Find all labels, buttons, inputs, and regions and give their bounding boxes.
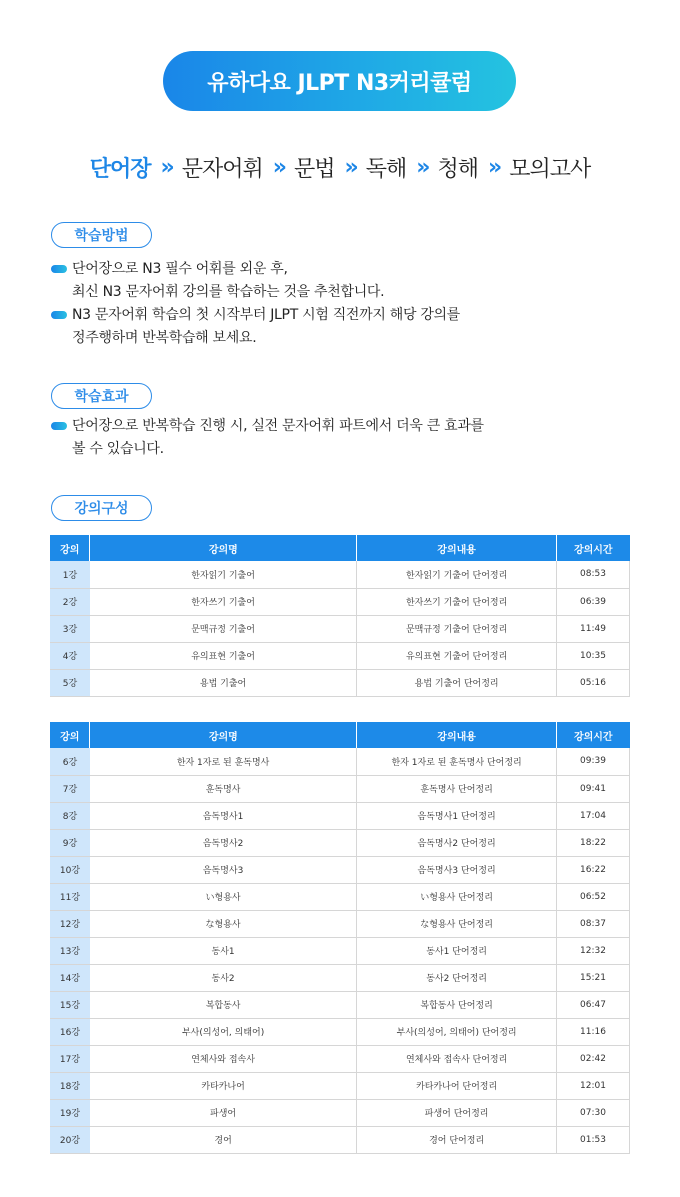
table-row (50, 1072, 630, 1099)
lecture-name: 동사1 (90, 937, 357, 964)
lecture-time: 06:47 (557, 991, 630, 1018)
step-mock-test: 모의고사 (509, 156, 591, 182)
lecture-content: 연체사와 접속사 단어정리 (357, 1045, 557, 1072)
lecture-time: 06:39 (557, 588, 630, 615)
lecture-time: 15:21 (557, 964, 630, 991)
lecture-number: 12강 (50, 910, 90, 937)
lecture-number: 15강 (50, 991, 90, 1018)
lecture-name: 한자 1자로 된 훈독명사 (90, 748, 357, 775)
lecture-time: 06:52 (557, 883, 630, 910)
lecture-number: 9강 (50, 829, 90, 856)
curriculum-title: 유하다요 JLPT N3커리큘럼 (163, 51, 516, 111)
lecture-name: 한자쓰기 기출어 (90, 588, 357, 615)
method-bullet-2: N3 문자어휘 학습의 첫 시작부터 JLPT 시험 직전까지 해당 강의를 정주행하며 반복학습해 보세요. (50, 304, 460, 350)
lecture-name: 한자읽기 기출어 (90, 561, 357, 588)
chevron-right-icon: » (272, 154, 284, 180)
lecture-content: 음독명사1 단어정리 (357, 802, 557, 829)
lecture-time: 12:01 (557, 1072, 630, 1099)
lecture-content: 경어 단어정리 (357, 1126, 557, 1153)
chevron-right-icon: » (487, 154, 500, 180)
lecture-name: 유의표현 기출어 (90, 642, 357, 669)
chevron-right-icon: » (416, 154, 428, 180)
step-listening: 청해 (437, 156, 478, 182)
chevron-right-icon: » (160, 154, 172, 180)
lecture-content: 유의표현 기출어 단어정리 (357, 642, 557, 669)
method-bullet-1: 단어장으로 N3 필수 어휘를 외운 후, 최신 N3 문자어휘 강의를 학습하는 것을 추천합니다. (50, 258, 384, 304)
lecture-content: 부사(의성어, 의태어) 단어정리 (357, 1018, 557, 1045)
lecture-name: 음독명사1 (90, 802, 357, 829)
lecture-name: 용법 기출어 (90, 669, 357, 696)
lecture-content: 동사2 단어정리 (357, 964, 557, 991)
table-row (50, 802, 630, 829)
chevron-right-icon: » (344, 154, 356, 180)
header-lecture-content: 강의내용 (357, 535, 557, 561)
lecture-content: 한자읽기 기출어 단어정리 (357, 561, 557, 588)
lecture-number: 16강 (50, 1018, 90, 1045)
table-row (50, 1045, 630, 1072)
lecture-number: 20강 (50, 1126, 90, 1153)
header-lecture-time: 강의시간 (557, 535, 630, 561)
header-lecture-name: 강의명 (90, 722, 357, 748)
lecture-time: 17:04 (557, 802, 630, 829)
lecture-content: 용법 기출어 단어정리 (357, 669, 557, 696)
lecture-content: 한자 1자로 된 훈독명사 단어정리 (357, 748, 557, 775)
lecture-time: 07:30 (557, 1099, 630, 1126)
step-grammar: 문법 (294, 156, 335, 182)
step-reading: 독해 (365, 156, 407, 182)
lecture-table-2 (50, 722, 630, 1154)
lecture-name: 문맥규정 기출어 (90, 615, 357, 642)
lecture-number: 6강 (50, 748, 90, 775)
table-row (50, 669, 630, 696)
lecture-name: 음독명사2 (90, 829, 357, 856)
lecture-name: な형용사 (90, 910, 357, 937)
lecture-number: 13강 (50, 937, 90, 964)
table-row (50, 829, 630, 856)
lecture-time: 16:22 (557, 856, 630, 883)
lecture-content: 파생어 단어정리 (357, 1099, 557, 1126)
lecture-number: 2강 (50, 588, 90, 615)
lecture-time: 02:42 (557, 1045, 630, 1072)
bullet-icon (51, 422, 67, 430)
lecture-time: 11:49 (557, 615, 630, 642)
lecture-time: 05:16 (557, 669, 630, 696)
lecture-content: 음독명사2 단어정리 (357, 829, 557, 856)
table-row (50, 642, 630, 669)
table-row (50, 615, 630, 642)
lecture-time: 11:16 (557, 1018, 630, 1045)
section-structure-label: 강의구성 (51, 495, 152, 521)
lecture-content: い형용사 단어정리 (357, 883, 557, 910)
lecture-time: 09:41 (557, 775, 630, 802)
bullet-icon (51, 311, 67, 319)
header-lecture-content: 강의내용 (357, 722, 557, 748)
lecture-time: 01:53 (557, 1126, 630, 1153)
table-row (50, 1126, 630, 1153)
curriculum-steps (0, 150, 680, 184)
table-row (50, 588, 630, 615)
table-row (50, 1099, 630, 1126)
lecture-number: 5강 (50, 669, 90, 696)
lecture-content: 훈독명사 단어정리 (357, 775, 557, 802)
lecture-number: 8강 (50, 802, 90, 829)
lecture-time: 18:22 (557, 829, 630, 856)
lecture-time: 08:53 (557, 561, 630, 588)
lecture-time: 12:32 (557, 937, 630, 964)
lecture-number: 19강 (50, 1099, 90, 1126)
effect-bullet-1: 단어장으로 반복학습 진행 시, 실전 문자어휘 파트에서 더욱 큰 효과를 볼 수 있습니다. (50, 415, 484, 461)
table-row (50, 856, 630, 883)
table-row (50, 964, 630, 991)
lecture-content: 음독명사3 단어정리 (357, 856, 557, 883)
table-row (50, 561, 630, 588)
lecture-number: 1강 (50, 561, 90, 588)
header-lecture-name: 강의명 (90, 535, 357, 561)
lecture-time: 10:35 (557, 642, 630, 669)
lecture-name: 카타카나어 (90, 1072, 357, 1099)
table-row (50, 937, 630, 964)
lecture-number: 4강 (50, 642, 90, 669)
header-lecture: 강의 (50, 535, 90, 561)
lecture-name: 훈독명사 (90, 775, 357, 802)
lecture-name: 부사(의성어, 의태어) (90, 1018, 357, 1045)
lecture-name: 파생어 (90, 1099, 357, 1126)
lecture-time: 09:39 (557, 748, 630, 775)
lecture-number: 3강 (50, 615, 90, 642)
step-vocab-book: 단어장 (89, 156, 151, 182)
lecture-content: 카타카나어 단어정리 (357, 1072, 557, 1099)
section-effect-label: 학습효과 (51, 383, 152, 409)
lecture-name: 연체사와 접속사 (90, 1045, 357, 1072)
table-row (50, 1018, 630, 1045)
lecture-time: 08:37 (557, 910, 630, 937)
section-method-label: 학습방법 (51, 222, 152, 248)
lecture-number: 11강 (50, 883, 90, 910)
lecture-name: 복합동사 (90, 991, 357, 1018)
table-row (50, 883, 630, 910)
lecture-content: 동사1 단어정리 (357, 937, 557, 964)
table-row (50, 910, 630, 937)
lecture-number: 17강 (50, 1045, 90, 1072)
lecture-name: 경어 (90, 1126, 357, 1153)
lecture-content: 복합동사 단어정리 (357, 991, 557, 1018)
step-character-vocab: 문자어휘 (181, 156, 263, 182)
lecture-table-1 (50, 535, 630, 697)
lecture-name: 음독명사3 (90, 856, 357, 883)
table-row (50, 991, 630, 1018)
table-row (50, 775, 630, 802)
lecture-number: 7강 (50, 775, 90, 802)
bullet-icon (51, 265, 67, 273)
header-lecture-time: 강의시간 (557, 722, 630, 748)
lecture-name: い형용사 (90, 883, 357, 910)
table-row (50, 748, 630, 775)
header-lecture: 강의 (50, 722, 90, 748)
lecture-content: 문맥규정 기출어 단어정리 (357, 615, 557, 642)
lecture-number: 18강 (50, 1072, 90, 1099)
lecture-content: な형용사 단어정리 (357, 910, 557, 937)
lecture-content: 한자쓰기 기출어 단어정리 (357, 588, 557, 615)
lecture-number: 14강 (50, 964, 90, 991)
lecture-number: 10강 (50, 856, 90, 883)
lecture-name: 동사2 (90, 964, 357, 991)
